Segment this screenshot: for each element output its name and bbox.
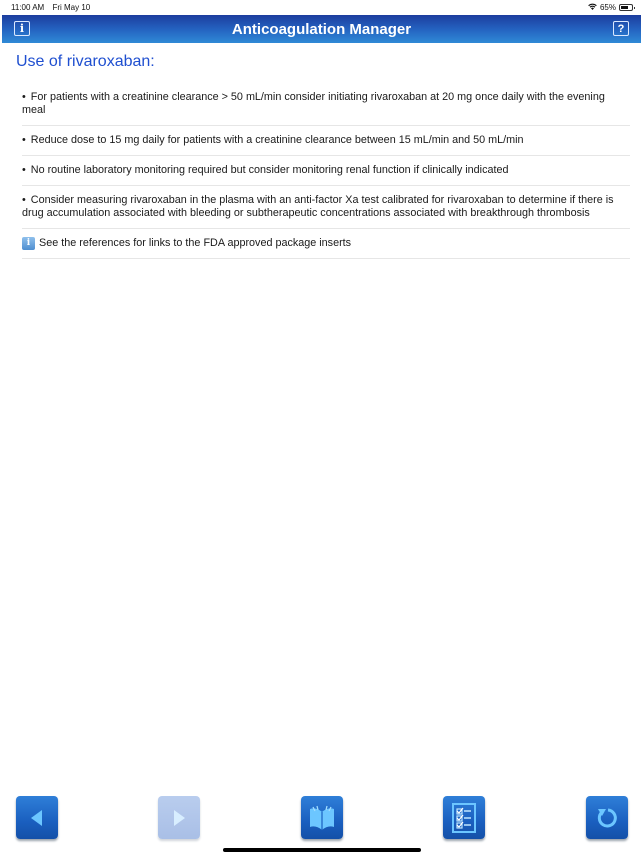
bottom-toolbar	[0, 796, 643, 840]
home-indicator[interactable]	[223, 848, 421, 852]
status-time: 11:00 AM	[11, 3, 45, 12]
note-text: See the references for links to the FDA approved package inserts	[39, 237, 352, 249]
guidance-list	[22, 83, 630, 259]
help-icon: ?	[617, 22, 625, 35]
bullet: •	[22, 134, 26, 146]
battery-icon	[619, 4, 633, 11]
page-title: Use of rivaroxaban:	[16, 53, 155, 70]
wifi-icon	[588, 3, 597, 12]
item-text: For patients with a creatinine clearance > 50 mL/min consider initiating rivaroxaban at 20 mg once daily with the evening meal	[22, 91, 605, 116]
list-item	[22, 186, 630, 229]
forward-button[interactable]	[158, 796, 200, 839]
app-title: Anticoagulation Manager	[231, 20, 412, 38]
item-text: No routine laboratory monitoring required but consider monitoring renal function if clinically indicated	[30, 164, 509, 176]
status-right	[588, 3, 633, 12]
status-bar	[0, 0, 643, 15]
checklist-button[interactable]	[443, 796, 485, 839]
book-icon	[307, 803, 337, 833]
bullet: •	[22, 164, 26, 176]
list-item	[22, 156, 630, 186]
list-item	[22, 83, 630, 126]
battery-percent: 65%	[599, 3, 616, 12]
info-icon: i	[22, 237, 35, 250]
app-header	[2, 15, 641, 43]
bullet: •	[22, 91, 26, 103]
item-text: Consider measuring rivaroxaban in the plasma with an anti-factor Xa test calibrated for rivaroxaban to determine if there is drug accumulation associated with bleeding or subtherapeutic concentrations associated with breakthrough thrombosis	[22, 194, 614, 219]
content	[16, 53, 630, 259]
arrow-left-icon	[29, 809, 45, 827]
bullet: •	[22, 194, 26, 206]
item-text: Reduce dose to 15 mg daily for patients with a creatinine clearance between 15 mL/min and 50 mL/min	[30, 134, 524, 146]
info-icon: i	[19, 22, 25, 35]
refresh-icon	[595, 806, 619, 830]
list-item	[22, 126, 630, 156]
info-button[interactable]	[14, 21, 30, 36]
status-date: Fri May 10	[52, 3, 91, 12]
arrow-right-icon	[171, 809, 187, 827]
help-button[interactable]	[613, 21, 629, 36]
status-left	[11, 3, 96, 12]
restart-button[interactable]	[586, 796, 628, 839]
references-note	[22, 229, 630, 259]
back-button[interactable]	[16, 796, 58, 839]
checklist-icon	[450, 802, 478, 834]
references-button[interactable]	[301, 796, 343, 839]
